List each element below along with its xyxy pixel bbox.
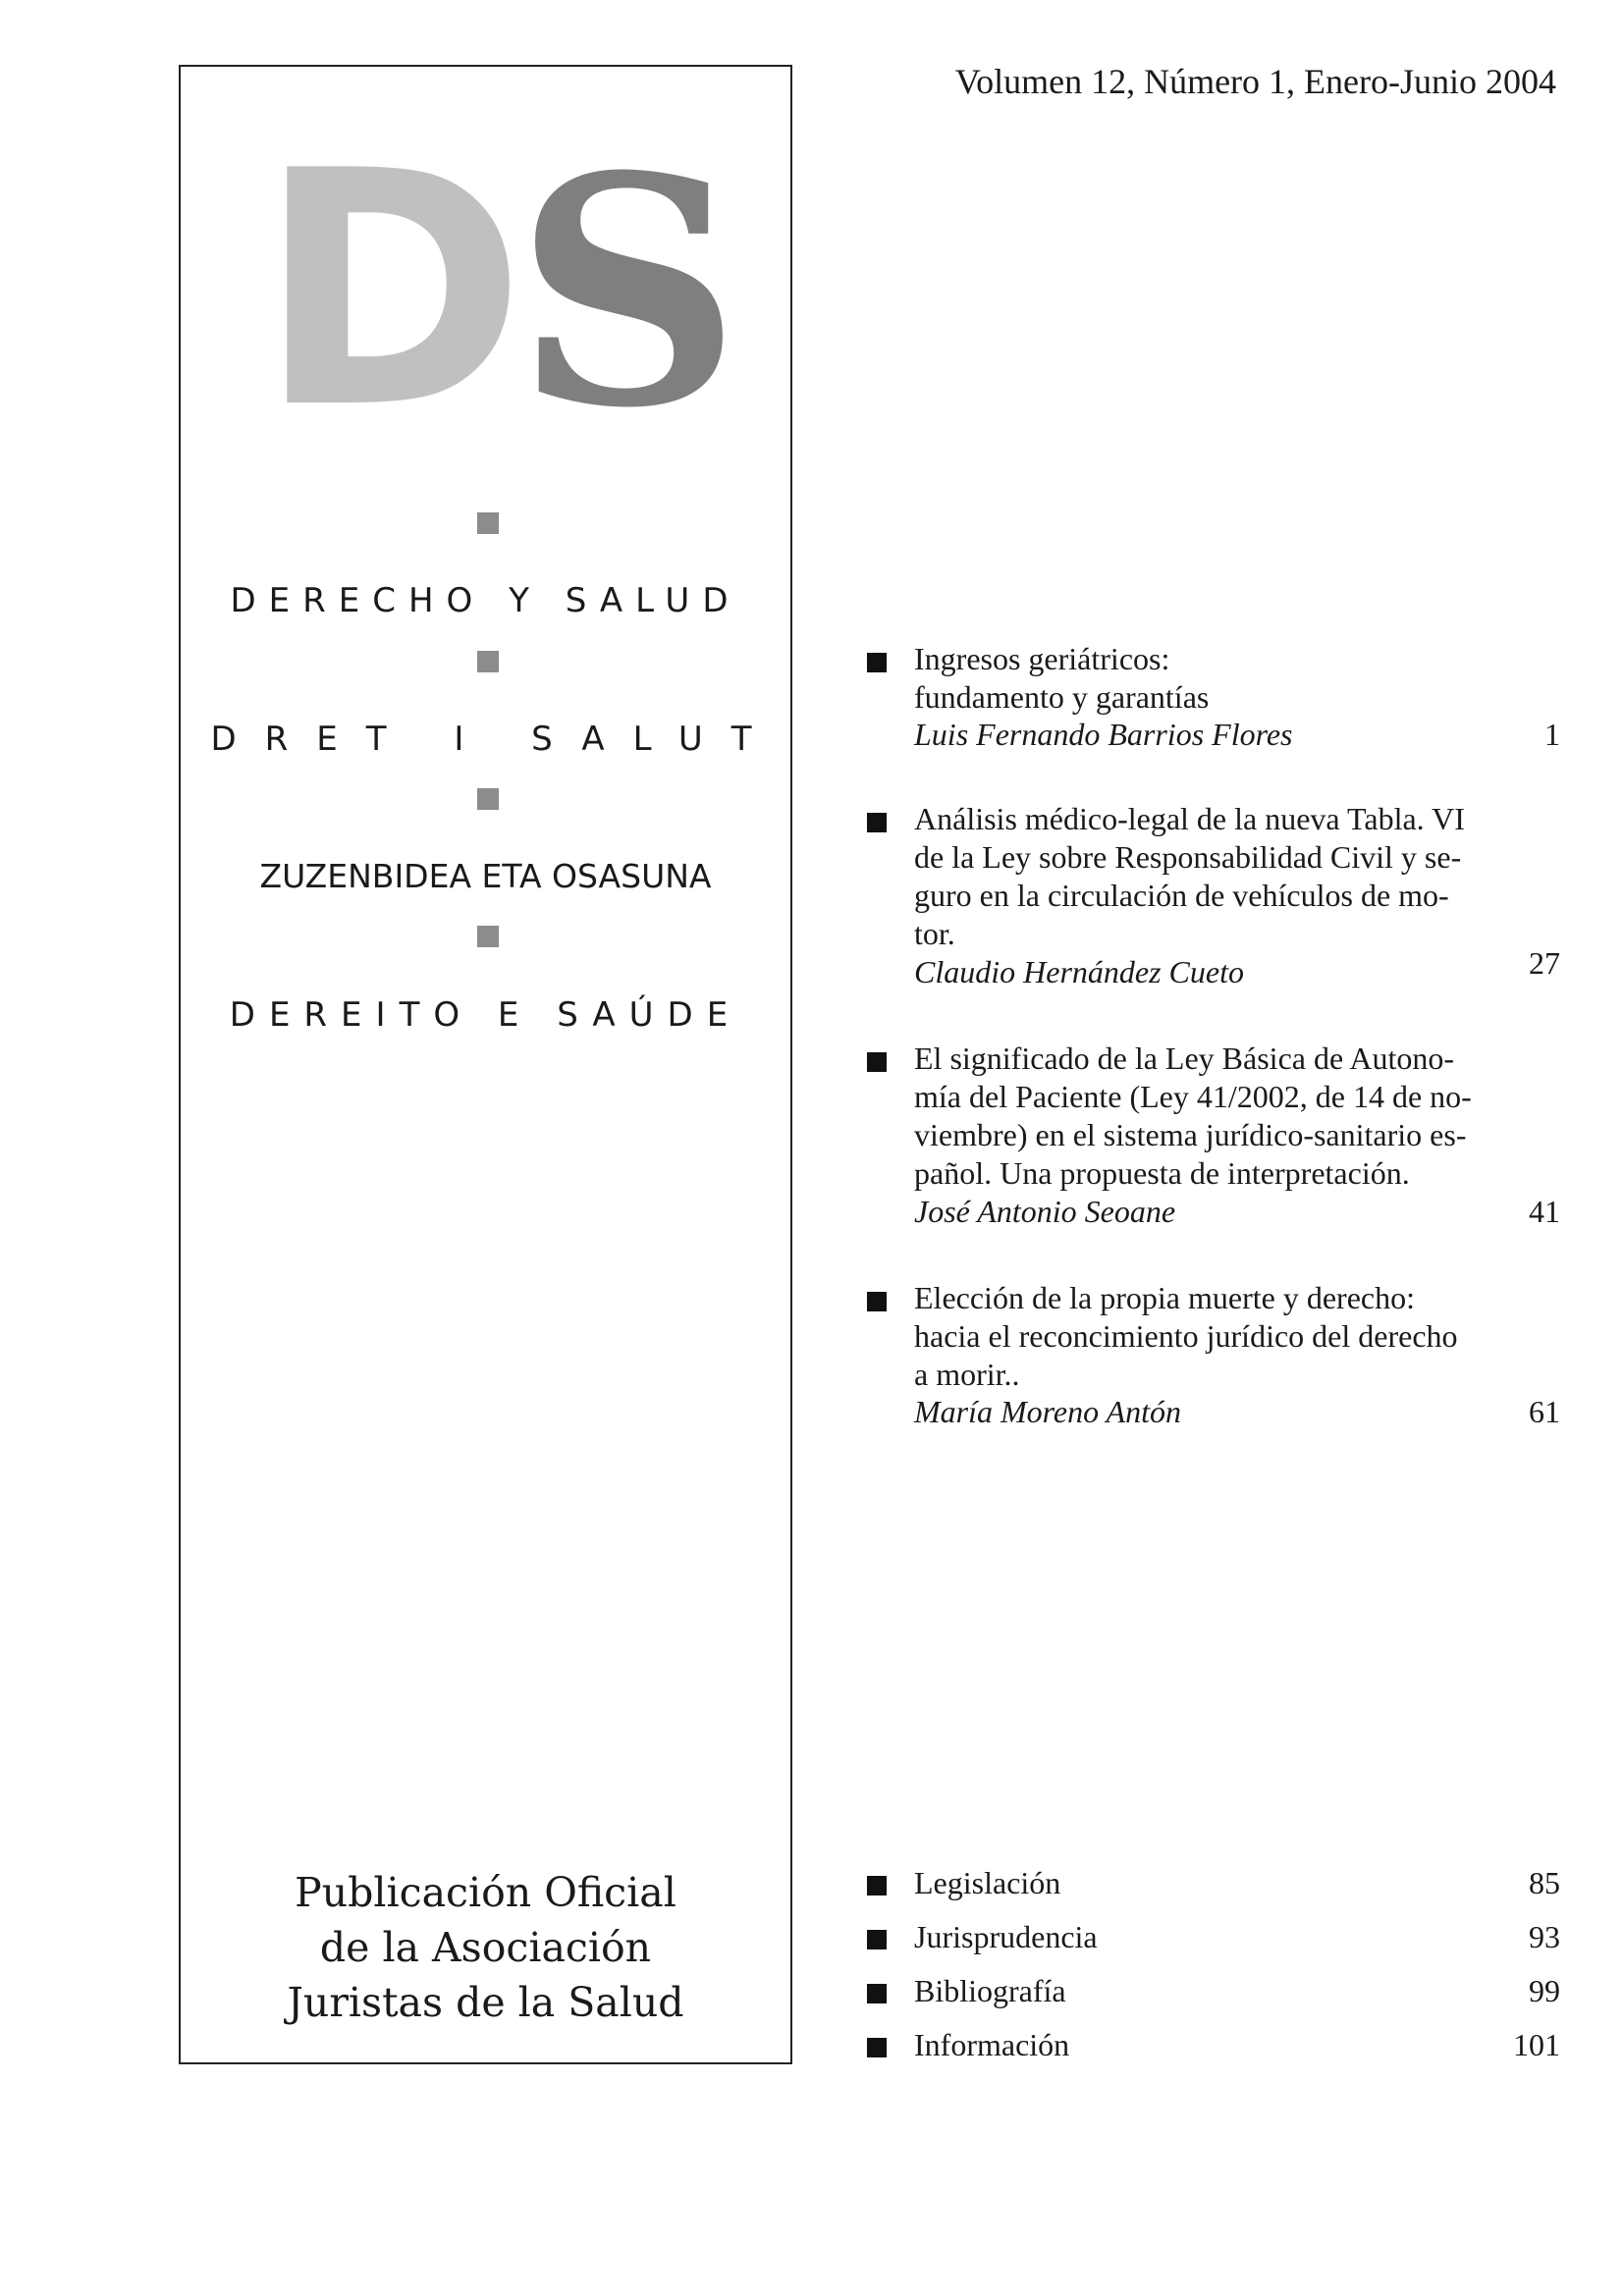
article-title <box>914 640 1503 717</box>
article-title <box>914 1279 1503 1394</box>
bullet-square-icon <box>867 1876 887 1896</box>
bullet-square-icon <box>867 653 887 672</box>
article-page-number: 41 <box>1529 1194 1560 1229</box>
bullet-square-icon <box>867 813 887 832</box>
ds-logo <box>181 67 790 459</box>
grey-square-marker <box>477 926 499 947</box>
bullet-square-icon <box>867 1930 887 1949</box>
publication-line-1: Publicación Oficial <box>295 1869 676 1916</box>
bullet-square-icon <box>867 1052 887 1072</box>
bullet-square-icon <box>867 2038 887 2057</box>
section-label: Bibliografía <box>914 1973 1066 2008</box>
article-title-line: hacia el reconcimiento jurídico del derecho <box>914 1318 1458 1354</box>
publication-statement <box>181 1865 790 2030</box>
grey-square-marker <box>477 651 499 672</box>
article-title <box>914 1040 1503 1193</box>
section-label: Jurisprudencia <box>914 1919 1098 1954</box>
article-title-line: a morir.. <box>914 1357 1020 1392</box>
journal-sidebar <box>179 65 792 2064</box>
article-title <box>914 800 1503 953</box>
grey-square-marker <box>477 788 499 810</box>
article-title-line: mía del Paciente (Ley 41/2002, de 14 de no- <box>914 1079 1472 1114</box>
article-title-line: de la Ley sobre Responsabilidad Civil y se- <box>914 839 1462 875</box>
ds-logo-graphic <box>181 67 794 459</box>
section-page-number: 101 <box>1513 2027 1560 2062</box>
article-author: Luis Fernando Barrios Flores <box>914 717 1293 752</box>
article-title-line: tor. <box>914 916 955 951</box>
journal-name-catalan: DRET I SALUT <box>210 720 781 759</box>
article-author: José Antonio Seoane <box>914 1194 1176 1229</box>
section-page-number: 99 <box>1529 1973 1560 2008</box>
volume-issue-line: Volumen 12, Número 1, Enero-Junio 2004 <box>954 62 1556 101</box>
journal-name-spanish: DERECHO Y SALUD <box>230 581 741 620</box>
publication-line-2: de la Asociación <box>319 1924 652 1971</box>
bullet-square-icon <box>867 1292 887 1311</box>
article-page-number: 1 <box>1544 717 1560 752</box>
article-title-line: viembre) en el sistema jurídico-sanitario es- <box>914 1117 1467 1152</box>
article-title-line: Elección de la propia muerte y derecho: <box>914 1280 1415 1315</box>
section-label: Información <box>914 2027 1070 2062</box>
bullet-square-icon <box>867 1984 887 2003</box>
article-page-number: 27 <box>1529 945 1560 981</box>
article-title-line: Análisis médico-legal de la nueva Tabla. VI <box>914 801 1465 836</box>
journal-name-galician: DEREITO E SAÚDE <box>229 995 742 1035</box>
logo-letter-d: D <box>257 102 526 459</box>
publication-line-3: Juristas de la Salud <box>287 1979 684 2026</box>
article-author: María Moreno Antón <box>914 1394 1181 1429</box>
article-title-line: fundamento y garantías <box>914 679 1210 715</box>
logo-letter-s: S <box>514 109 742 459</box>
grey-square-marker <box>477 512 499 534</box>
journal-name-basque: ZUZENBIDEA ETA OSASUNA <box>259 857 712 895</box>
article-title-line: pañol. Una propuesta de interpretación. <box>914 1155 1410 1191</box>
section-label: Legislación <box>914 1865 1061 1900</box>
article-author: Claudio Hernández Cueto <box>914 954 1244 989</box>
section-page-number: 85 <box>1529 1865 1560 1900</box>
article-title-line: Ingresos geriátricos: <box>914 641 1170 676</box>
article-title-line: guro en la circulación de vehículos de mo- <box>914 878 1449 913</box>
article-page-number: 61 <box>1529 1394 1560 1429</box>
article-title-line: El significado de la Ley Básica de Autono- <box>914 1041 1455 1076</box>
section-page-number: 93 <box>1529 1919 1560 1954</box>
